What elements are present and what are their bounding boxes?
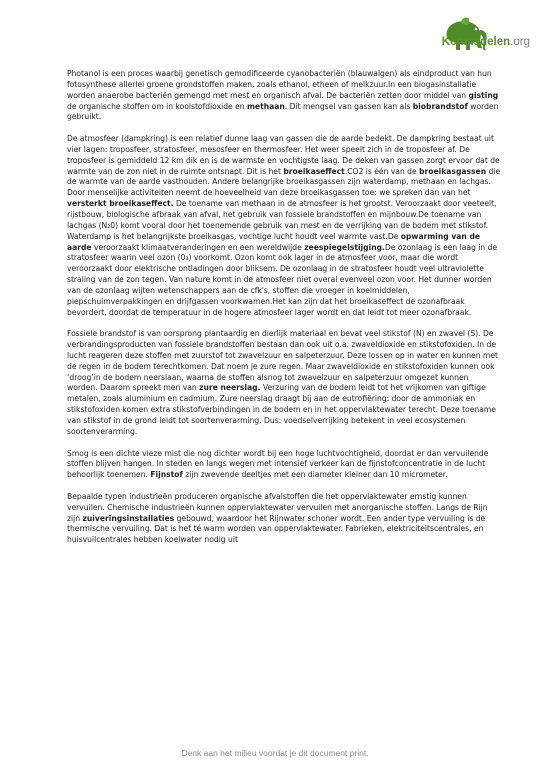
bold-term: biobrandstof — [412, 101, 468, 111]
bold-term: versterkt broeikaseffect. — [67, 199, 174, 209]
bold-term: Fijnstof — [150, 470, 183, 480]
text-run: De — [387, 231, 401, 241]
text-run: CO2 is één van de — [347, 166, 420, 176]
print-notice-footer: Denk aan het milieu voordat je dit document print. — [181, 748, 369, 758]
logo-text-kennis: Kennis — [441, 36, 481, 48]
text-run: de organische stoffen om in koolstofdioxide en — [67, 101, 248, 111]
text-run: Het kan zijn dat het broeikaseffect de ozonafbraak bevordert, doordat de temperatuur in de hogere atmosfeer lager wordt en dat leidt tot meer ozonafbraak. — [67, 296, 472, 317]
text-run: Smog is een dichte vieze mist die nog dichter wordt bij een hoge luchtvochtigheid, doordat er dan vervuilende stoffen blijven hangen. In steden en langs wegen met intensief verkeer kan de fijnstofconcentratie in de lucht behoorlijk toenemen. — [67, 448, 489, 480]
bold-term: broeikaseffect — [283, 166, 345, 176]
text-run: . — [344, 166, 348, 176]
text-run: veroorzaakt klimaatveranderingen en een wereldwijde — [91, 242, 305, 252]
bold-term: opwarming van de aarde — [67, 231, 481, 252]
text-run: Bepaalde typen industrieën produceren organische afvalstoffen die het oppervlaktewater ernstig kunnen vervuilen. Chemische industrieën kunnen oppervlaktewater vervuilen met anorganische stoffen. Langs de Rijn zijn — [67, 491, 488, 523]
text-run: De toename van lachgas (N₂0) komt vooral door het toenemende gebruik van mest en de verrijking van de bodem met stikstof. Waterdamp is het belangrijkste broeikasgas, vochtige lucht houdt veel warmte vast. — [67, 209, 489, 241]
paragraph-photanol-biogas — [67, 69, 501, 123]
paragraph-fossiele-brandstof — [67, 329, 501, 437]
text-run: die de warmte van de aarde vasthouden. Andere belangrijke broeikasgassen zijn waterdamp, methaan en lachgas. Door menselijke activiteiten neemt de hoeveelheid van deze broeikasgassen toe: we spreken dan van het — [67, 166, 501, 198]
logo-wordmark — [442, 36, 530, 48]
text-run: In een biogasinstallatie worden anaerobe bacteriën gemengd met mest en organisch afval. De bacteriën zetten door middel van — [67, 79, 477, 100]
logo-text-org: .org — [510, 36, 530, 48]
bold-term: zure neerslag. — [199, 383, 261, 393]
bold-term: gisting — [468, 90, 499, 100]
kennisdelen-logo[interactable] — [412, 12, 530, 58]
text-run: zijn zwevende deeltjes met een diameter kleiner dan 10 micrometer. — [182, 470, 448, 480]
text-run: De ozonlaag is een laag in de stratosfeer waarin veel ozon (0₃) voorkomt. Ozon komt ook lager in de atmosfeer voor, maar die wordt veroorzaakt door elektrische ontladingen door bliksem. De ozonlaag in de stratosfeer houdt veel ultraviolette straling van de zon tegen. Van nature komt in de atmosfeer niet overal evenveel ozon voor. Het dunner worden van de ozonlaag wijten wetenschappers aan de cfk's, stoffen die vroeger in koelmiddelen, piepschuimverpakkingen en drijfgassen voorkwamen. — [67, 242, 498, 306]
text-run: De atmosfeer (dampkring) is een relatief dunne laag van gassen die de aarde bedekt. De dampkring bestaat uit vier lagen: troposfeer, stratosfeer, mesosfeer en thermosfeer. Het weer speelt zich in de troposfeer af. De troposfeer is gemiddeld 12 km dik en is de warmste en vochtigste laag. De deken van gassen zorgt ervoor dat de warmte van de zon niet in de ruimte ontsnapt. Dit is het — [67, 134, 500, 176]
bold-term: zuiveringsinstallaties — [82, 513, 175, 523]
text-run: worden gebruikt. — [67, 101, 499, 122]
logo-text-delen: delen — [480, 36, 511, 48]
paragraph-smog — [67, 449, 501, 482]
text-run: gebouwd, waardoor het Rijnwater schoner wordt. Een ander type vervuiling is de thermische vervuiling. Dat is het té warm worden van oppervlaktewater. Fabrieken, elektriciteitscentrales, en huisvuilcentrales hebben koelwater nodig uit — [67, 513, 486, 545]
paragraph-industrie — [67, 492, 501, 546]
text-run: Fossiele brandstof is van oorsprong plantaardig en dierlijk materiaal en bevat veel stikstof (N) en zwavel (S). De verbrandingsproducten van fossiele brandstoffen bestaan dan ook uit o.a. zwaveldioxide en stikstofoxiden. In de lucht reageren deze stoffen met zuurstof tot zwavelzuur en salpeterzuur. Deze lossen op in water en kunnen met de regen in de bodem terechtkomen. Dat noem je zure regen. Maar zwaveldioxide en stikstofoxiden kunnen ook ‘droog’in de bodem neerslaan, waarna de stoffen alsnog tot zwavelzuur en salpeterzuur omgezet kunnen worden. Daarom spreekt men van — [67, 329, 498, 393]
bold-term: methaan — [247, 101, 285, 111]
bold-term: broeikasgassen — [419, 166, 487, 176]
paragraph-atmosfeer — [67, 134, 501, 318]
text-run: Verzuring van de bodem leidt tot het vrijkomen van giftige metalen, zoals aluminium en cadmium. Zure neerslag draagt bij aan de eutrofiëring: door de ammoniak en stikstofoxiden komen extra stikstofverbindingen in de bodem en in het oppervlaktewater terecht. Deze toename van stikstof in de grond leidt tot soortenverarming. Dus: voedselverrijking betekent in veel ecosystemen soortenverarming. — [67, 383, 496, 436]
text-run: De toename van methaan in de atmosfeer is het grootst. Veroorzaakt door veeteelt, rijstbouw, biologische afbraak van afval, het gebruik van fossiele brandstoffen en mijnbouw. — [67, 199, 497, 219]
text-run: . Dit mengsel van gassen kan als — [284, 101, 413, 111]
elephant-logo-icon — [440, 12, 492, 58]
bold-term: zeespiegelstijging. — [304, 242, 385, 252]
text-run: Photanol is een proces waarbij genetisch gemodificeerde cyanobacteriën (blauwalgen) als eindproduct van hun fotosynthese allerlei groene grondstoffen maken, zoals ethanol, etheen of melkzuur. — [67, 69, 492, 89]
document-body — [67, 69, 501, 557]
